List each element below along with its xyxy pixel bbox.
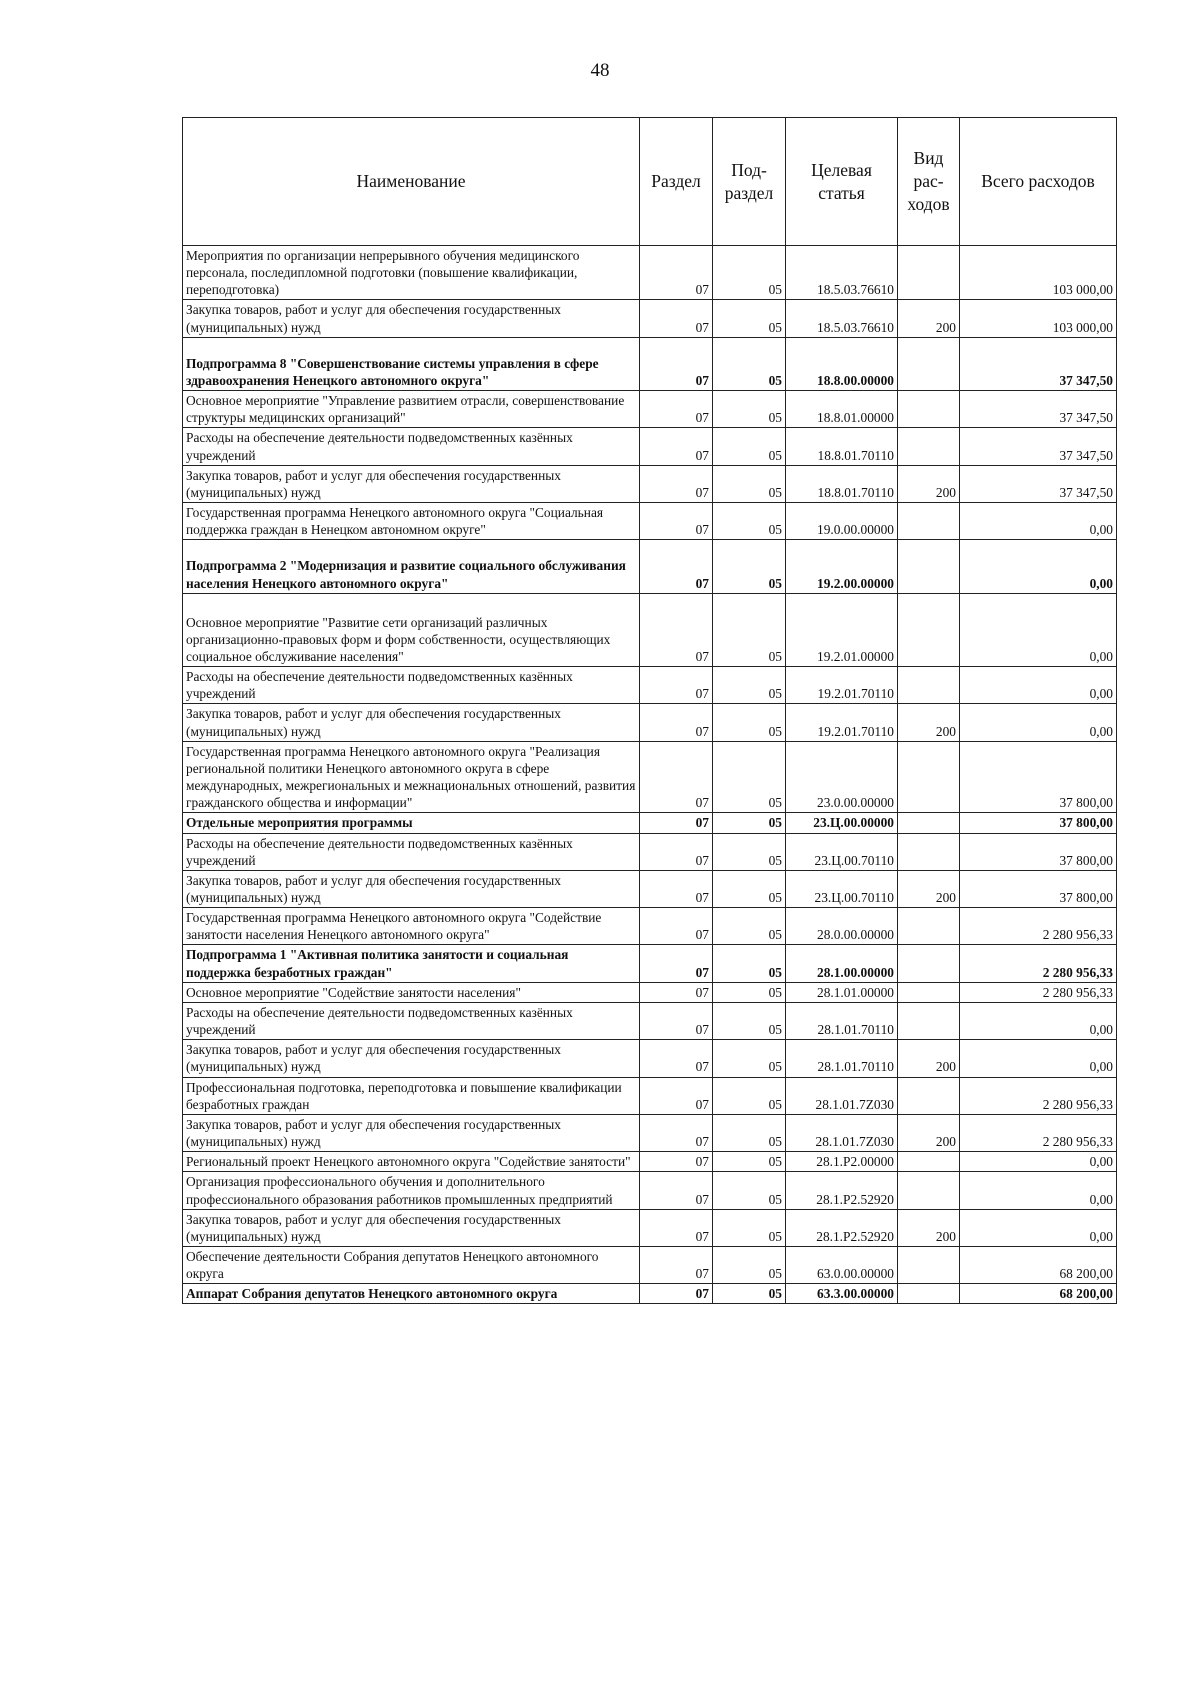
name-cell: Государственная программа Ненецкого автономного округа "Социальная поддержка граждан в Ненецком автономном округе" [183, 503, 640, 540]
podrazdel-cell: 05 [713, 503, 786, 540]
table-row [183, 391, 1117, 428]
vid-cell [898, 246, 960, 300]
name-cell: Отдельные мероприятия программы [183, 813, 640, 833]
table-row [183, 667, 1117, 704]
razdel-cell: 07 [640, 540, 713, 593]
vid-cell: 200 [898, 704, 960, 741]
podrazdel-cell: 05 [713, 813, 786, 833]
podrazdel-cell: 05 [713, 1172, 786, 1209]
razdel-cell: 07 [640, 704, 713, 741]
razdel-cell: 07 [640, 908, 713, 945]
vid-cell [898, 813, 960, 833]
razdel-cell: 07 [640, 741, 713, 813]
name-cell: Мероприятия по организации непрерывного обучения медицинского персонала, последипломной подготовки (повышение квалификации, переподготовка) [183, 246, 640, 300]
razdel-cell: 07 [640, 1077, 713, 1114]
table-row [183, 246, 1117, 300]
podrazdel-cell: 05 [713, 982, 786, 1002]
podrazdel-cell: 05 [713, 1077, 786, 1114]
col-header-name: Наименование [183, 118, 640, 246]
celevaya-cell: 28.1.01.7Z030 [786, 1077, 898, 1114]
name-cell: Государственная программа Ненецкого автономного округа "Реализация региональной политики Ненецкого автономного округа в сфере международных, межрегиональных и межнациональных отношений, развития гражданского общества и информации" [183, 741, 640, 813]
podrazdel-cell: 05 [713, 1246, 786, 1283]
vid-cell [898, 540, 960, 593]
vid-cell: 200 [898, 1040, 960, 1077]
name-cell: Закупка товаров, работ и услуг для обеспечения государственных (муниципальных) нужд [183, 1040, 640, 1077]
razdel-cell: 07 [640, 246, 713, 300]
vid-cell [898, 1152, 960, 1172]
podrazdel-cell: 05 [713, 1040, 786, 1077]
celevaya-cell: 19.0.00.00000 [786, 503, 898, 540]
table-row [183, 337, 1117, 390]
razdel-cell: 07 [640, 1246, 713, 1283]
table-row [183, 593, 1117, 666]
name-cell: Государственная программа Ненецкого автономного округа "Содействие занятости населения Ненецкого автономного округа" [183, 908, 640, 945]
podrazdel-cell: 05 [713, 704, 786, 741]
celevaya-cell: 28.1.P2.52920 [786, 1209, 898, 1246]
podrazdel-cell: 05 [713, 1209, 786, 1246]
razdel-cell: 07 [640, 391, 713, 428]
total-cell: 2 280 956,33 [960, 1077, 1117, 1114]
celevaya-cell: 18.8.01.00000 [786, 391, 898, 428]
table-row [183, 1152, 1117, 1172]
table-body [183, 246, 1117, 1304]
podrazdel-cell: 05 [713, 1284, 786, 1304]
col-header-razdel: Раздел [640, 118, 713, 246]
celevaya-cell: 23.Ц.00.70110 [786, 870, 898, 907]
celevaya-cell: 28.1.01.7Z030 [786, 1114, 898, 1151]
vid-cell: 200 [898, 465, 960, 502]
vid-cell: 200 [898, 300, 960, 337]
podrazdel-cell: 05 [713, 1152, 786, 1172]
header-row [183, 118, 1117, 246]
vid-cell: 200 [898, 870, 960, 907]
table-row [183, 465, 1117, 502]
podrazdel-cell: 05 [713, 465, 786, 502]
podrazdel-cell: 05 [713, 741, 786, 813]
vid-cell [898, 1172, 960, 1209]
total-cell: 2 280 956,33 [960, 908, 1117, 945]
razdel-cell: 07 [640, 428, 713, 465]
celevaya-cell: 18.5.03.76610 [786, 246, 898, 300]
vid-cell: 200 [898, 1209, 960, 1246]
podrazdel-cell: 05 [713, 667, 786, 704]
total-cell: 68 200,00 [960, 1246, 1117, 1283]
table-row [183, 1077, 1117, 1114]
celevaya-cell: 63.0.00.00000 [786, 1246, 898, 1283]
table-row [183, 870, 1117, 907]
vid-cell [898, 741, 960, 813]
table-row [183, 1040, 1117, 1077]
podrazdel-cell: 05 [713, 945, 786, 982]
celevaya-cell: 18.8.01.70110 [786, 465, 898, 502]
total-cell: 68 200,00 [960, 1284, 1117, 1304]
razdel-cell: 07 [640, 337, 713, 390]
razdel-cell: 07 [640, 1284, 713, 1304]
vid-cell [898, 1246, 960, 1283]
table-row [183, 540, 1117, 593]
vid-cell [898, 337, 960, 390]
table-row [183, 503, 1117, 540]
razdel-cell: 07 [640, 465, 713, 502]
total-cell: 0,00 [960, 1172, 1117, 1209]
podrazdel-cell: 05 [713, 300, 786, 337]
table-row [183, 833, 1117, 870]
total-cell: 0,00 [960, 540, 1117, 593]
name-cell: Подпрограмма 8 "Совершенствование системы управления в сфере здравоохранения Ненецкого автономного округа" [183, 337, 640, 390]
celevaya-cell: 18.8.01.70110 [786, 428, 898, 465]
podrazdel-cell: 05 [713, 870, 786, 907]
podrazdel-cell: 05 [713, 908, 786, 945]
name-cell: Закупка товаров, работ и услуг для обеспечения государственных (муниципальных) нужд [183, 300, 640, 337]
vid-cell [898, 593, 960, 666]
table-row [183, 1172, 1117, 1209]
podrazdel-cell: 05 [713, 428, 786, 465]
celevaya-cell: 19.2.01.00000 [786, 593, 898, 666]
razdel-cell: 07 [640, 1152, 713, 1172]
name-cell: Подпрограмма 1 "Активная политика занятости и социальная поддержка безработных граждан" [183, 945, 640, 982]
table-row [183, 1209, 1117, 1246]
vid-cell [898, 908, 960, 945]
celevaya-cell: 28.1.01.70110 [786, 1002, 898, 1039]
name-cell: Организация профессионального обучения и дополнительного профессионального образования работников промышленных предприятий [183, 1172, 640, 1209]
name-cell: Закупка товаров, работ и услуг для обеспечения государственных (муниципальных) нужд [183, 1209, 640, 1246]
celevaya-cell: 19.2.01.70110 [786, 667, 898, 704]
total-cell: 103 000,00 [960, 246, 1117, 300]
podrazdel-cell: 05 [713, 246, 786, 300]
total-cell: 0,00 [960, 503, 1117, 540]
celevaya-cell: 23.Ц.00.70110 [786, 833, 898, 870]
name-cell: Основное мероприятие "Развитие сети организаций различных организационно-правовых форм и форм собственности, осуществляющих социальное обслуживание населения" [183, 593, 640, 666]
razdel-cell: 07 [640, 667, 713, 704]
vid-cell [898, 1002, 960, 1039]
razdel-cell: 07 [640, 870, 713, 907]
name-cell: Расходы на обеспечение деятельности подведомственных казённых учреждений [183, 833, 640, 870]
vid-cell [898, 982, 960, 1002]
table-row [183, 982, 1117, 1002]
name-cell: Закупка товаров, работ и услуг для обеспечения государственных (муниципальных) нужд [183, 465, 640, 502]
celevaya-cell: 28.1.00.00000 [786, 945, 898, 982]
total-cell: 0,00 [960, 1002, 1117, 1039]
total-cell: 2 280 956,33 [960, 1114, 1117, 1151]
razdel-cell: 07 [640, 1002, 713, 1039]
name-cell: Региональный проект Ненецкого автономного округа "Содействие занятости" [183, 1152, 640, 1172]
vid-cell [898, 428, 960, 465]
name-cell: Основное мероприятие "Управление развитием отрасли, совершенствование структуры медицинских организаций" [183, 391, 640, 428]
celevaya-cell: 28.1.01.00000 [786, 982, 898, 1002]
budget-table [182, 117, 1117, 1304]
celevaya-cell: 23.Ц.00.00000 [786, 813, 898, 833]
total-cell: 0,00 [960, 1209, 1117, 1246]
celevaya-cell: 28.0.00.00000 [786, 908, 898, 945]
vid-cell [898, 667, 960, 704]
table-row [183, 300, 1117, 337]
razdel-cell: 07 [640, 945, 713, 982]
podrazdel-cell: 05 [713, 391, 786, 428]
total-cell: 103 000,00 [960, 300, 1117, 337]
razdel-cell: 07 [640, 1209, 713, 1246]
table-row [183, 1246, 1117, 1283]
total-cell: 37 347,50 [960, 337, 1117, 390]
name-cell: Расходы на обеспечение деятельности подведомственных казённых учреждений [183, 1002, 640, 1039]
total-cell: 0,00 [960, 1040, 1117, 1077]
razdel-cell: 07 [640, 503, 713, 540]
total-cell: 37 347,50 [960, 391, 1117, 428]
celevaya-cell: 23.0.00.00000 [786, 741, 898, 813]
table-row [183, 1114, 1117, 1151]
celevaya-cell: 28.1.P2.00000 [786, 1152, 898, 1172]
vid-cell [898, 1284, 960, 1304]
celevaya-cell: 28.1.P2.52920 [786, 1172, 898, 1209]
total-cell: 0,00 [960, 593, 1117, 666]
name-cell: Аппарат Собрания депутатов Ненецкого автономного округа [183, 1284, 640, 1304]
razdel-cell: 07 [640, 982, 713, 1002]
name-cell: Основное мероприятие "Содействие занятости населения" [183, 982, 640, 1002]
name-cell: Обеспечение деятельности Собрания депутатов Ненецкого автономного округа [183, 1246, 640, 1283]
podrazdel-cell: 05 [713, 337, 786, 390]
celevaya-cell: 19.2.01.70110 [786, 704, 898, 741]
podrazdel-cell: 05 [713, 833, 786, 870]
table-row [183, 704, 1117, 741]
podrazdel-cell: 05 [713, 1114, 786, 1151]
razdel-cell: 07 [640, 300, 713, 337]
page-number: 48 [590, 60, 610, 81]
total-cell: 37 800,00 [960, 813, 1117, 833]
total-cell: 0,00 [960, 1152, 1117, 1172]
total-cell: 37 800,00 [960, 870, 1117, 907]
name-cell: Подпрограмма 2 "Модернизация и развитие социального обслуживания населения Ненецкого автономного округа" [183, 540, 640, 593]
vid-cell [898, 945, 960, 982]
name-cell: Расходы на обеспечение деятельности подведомственных казённых учреждений [183, 428, 640, 465]
col-header-podrazdel: Под- раздел [713, 118, 786, 246]
table-row [183, 741, 1117, 813]
table-row [183, 1002, 1117, 1039]
vid-cell [898, 1077, 960, 1114]
total-cell: 37 347,50 [960, 465, 1117, 502]
celevaya-cell: 19.2.00.00000 [786, 540, 898, 593]
name-cell: Закупка товаров, работ и услуг для обеспечения государственных (муниципальных) нужд [183, 704, 640, 741]
celevaya-cell: 18.8.00.00000 [786, 337, 898, 390]
name-cell: Профессиональная подготовка, переподготовка и повышение квалификации безработных граждан [183, 1077, 640, 1114]
total-cell: 37 800,00 [960, 833, 1117, 870]
podrazdel-cell: 05 [713, 540, 786, 593]
table-row [183, 428, 1117, 465]
razdel-cell: 07 [640, 833, 713, 870]
total-cell: 0,00 [960, 704, 1117, 741]
table-row [183, 813, 1117, 833]
col-header-total: Всего расходов [960, 118, 1117, 246]
total-cell: 37 347,50 [960, 428, 1117, 465]
table-row [183, 908, 1117, 945]
celevaya-cell: 28.1.01.70110 [786, 1040, 898, 1077]
col-header-vid: Вид рас- ходов [898, 118, 960, 246]
podrazdel-cell: 05 [713, 1002, 786, 1039]
vid-cell [898, 391, 960, 428]
razdel-cell: 07 [640, 1172, 713, 1209]
table-row [183, 1284, 1117, 1304]
vid-cell: 200 [898, 1114, 960, 1151]
name-cell: Расходы на обеспечение деятельности подведомственных казённых учреждений [183, 667, 640, 704]
razdel-cell: 07 [640, 593, 713, 666]
podrazdel-cell: 05 [713, 593, 786, 666]
celevaya-cell: 63.3.00.00000 [786, 1284, 898, 1304]
name-cell: Закупка товаров, работ и услуг для обеспечения государственных (муниципальных) нужд [183, 1114, 640, 1151]
name-cell: Закупка товаров, работ и услуг для обеспечения государственных (муниципальных) нужд [183, 870, 640, 907]
razdel-cell: 07 [640, 1040, 713, 1077]
table-row [183, 945, 1117, 982]
vid-cell [898, 503, 960, 540]
razdel-cell: 07 [640, 1114, 713, 1151]
total-cell: 2 280 956,33 [960, 982, 1117, 1002]
total-cell: 37 800,00 [960, 741, 1117, 813]
col-header-celevaya: Целевая статья [786, 118, 898, 246]
razdel-cell: 07 [640, 813, 713, 833]
vid-cell [898, 833, 960, 870]
total-cell: 0,00 [960, 667, 1117, 704]
celevaya-cell: 18.5.03.76610 [786, 300, 898, 337]
total-cell: 2 280 956,33 [960, 945, 1117, 982]
